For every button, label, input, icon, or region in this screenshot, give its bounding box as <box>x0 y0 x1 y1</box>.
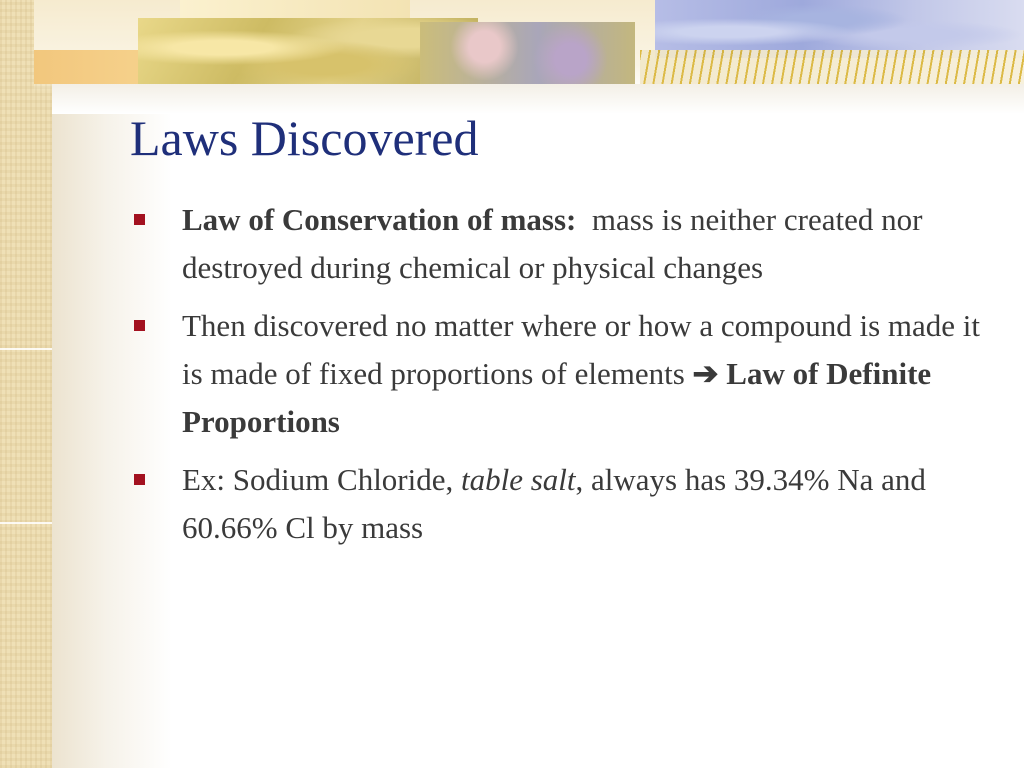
left-parchment-strip <box>0 0 52 768</box>
bullet-text: Then discovered no matter where or how a compound is made it is made of fixed proportions of elements <box>182 308 981 391</box>
bullet-text: mass is neither created nor destroyed during chemical or physical changes <box>182 202 923 285</box>
strip-seam <box>0 348 52 350</box>
bullet-italic: table salt <box>461 462 576 497</box>
bullet-prefix: Ex: Sodium Chloride, <box>182 462 461 497</box>
strip-seam <box>0 522 52 524</box>
bullet-item-sodium-chloride <box>130 456 990 552</box>
banner-tile-stripe <box>180 0 410 18</box>
bullet-item-definite-proportions <box>130 302 990 446</box>
banner-tile-grass <box>640 50 1024 84</box>
square-bullet-icon <box>134 474 145 485</box>
bullet-suffix: , always has 39.34% Na and 60.66% Cl by mass <box>182 462 926 545</box>
banner-tile-flowers <box>420 22 635 84</box>
bullet-lead-bold: Law of Conservation of mass: <box>182 202 577 237</box>
square-bullet-icon <box>134 320 145 331</box>
slide-title: Laws Discovered <box>130 110 479 166</box>
square-bullet-icon <box>134 214 145 225</box>
bullet-item-conservation-of-mass <box>130 196 990 292</box>
right-arrow-icon: ➔ <box>692 356 719 391</box>
bullet-list <box>130 196 990 562</box>
bullet-trail-bold: Law of Definite Proportions <box>182 356 932 439</box>
